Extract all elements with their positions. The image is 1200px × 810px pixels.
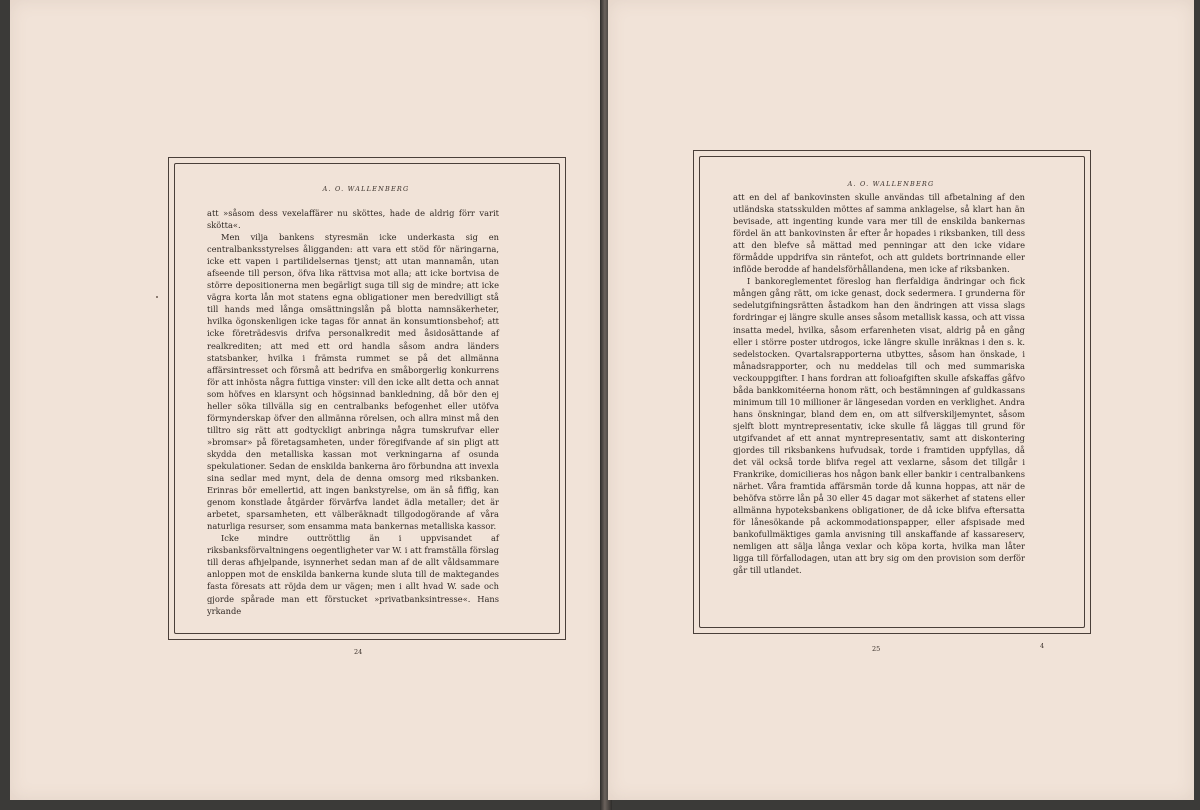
left-running-header: A. O. WALLENBERG	[322, 185, 410, 193]
signature-mark: 4	[1040, 642, 1045, 650]
left-body-text	[207, 207, 499, 617]
left-paragraph-2: Men vilja bankens styresmän icke underkasta sig en centralbanksstyrelses åligganden: att vara ett stöd för näringarna, icke ett vapen i partilidelsernas tjenst; att utan mannamån, utan afseende till person, öfva lika rättvisa mot alla; att icke bortvisa de större depositionerna men begärligt suga till sig de mindre; att icke vägra korta lån mot statens egna obligationer men beredvilligt stå till hands med långa omsättningslån på blotta namnsäkerheter, hvilka ögonskenligen icke tagas för annat än konsumtionsbehof; att icke företrädesvis drifva personalkredit med åsidosättande af realkrediten; att med ett ord handla såsom andra länders statsbanker, hvilka i främsta rummet se på det allmänna affärsintresset och försmå att bedrifva en småborgerlig konkurrens för att inhösta några futtiga vinster: vill den icke allt detta och annat som höfves en klarsynt och högsinnad bankledning, då bör den ej heller söka tillvälla sig en centralbanks befogenhet eller utöfva förmynderskap öfver den allmänna rörelsen, och allra minst må den tilltro sig rätt att godtyckligt anbringa några tumskrufvar eller »bromsar» på företagsamheten, under föregifvande af sin pligt att skydda den metalliska kassan mot verkningarna af osunda spekulationer. Sedan de enskilda bankerna äro förbundna att invexla sina sedlar med mynt, dela de denna omsorg med riksbanken. Erinras bör emellertid, att ingen bankstyrelse, om än så fiffig, kan genom konstlade åtgärder förvärfva landet ädla metaller; det är arbetet, sparsamheten, ett välberäknadt tillgodogörande af våra naturliga resurser, som ensamma mata bankernas metalliska kassor.	[207, 232, 499, 532]
left-paragraph-1: att »såsom dess vexelaffärer nu sköttes, hade de aldrig förr varit skötta«.	[207, 208, 499, 231]
right-page-number: 25	[872, 645, 881, 653]
right-page	[608, 0, 1194, 800]
right-paragraph-1: att en del af bankovinsten skulle användas till afbetalning af den utländska statsskulden möttes af samma anklagelse, så klart han än bevisade, att ingenting kunde vara mer till de enskilda bankernas fördel än att bankovinsten år efter år hopades i riksbanken, till dess att den blefve så mättad med penningar att den icke vidare förmådde uppdrifva sin räntefot, och att guldets bortrinnande eller inflöde berodde af handelsförhållandena, men icke af riksbanken.	[733, 192, 1025, 275]
right-paragraph-2: I bankoreglementet föreslog han flerfaldiga ändringar och fick mången gång rätt, om icke genast, dock sedermera. I grunderna för sedelutgifningsrätten åstadkom han den ändringen att vissa slags fordringar ej längre skulle anses såsom metallisk kassa, och att vissa insatta medel, hvilka, såsom erfarenheten visat, aldrig på en gång eller i större poster utdrogos, icke längre skulle inräknas i den s. k. sedelstocken. Qvartalsrapporterna utbyttes, såsom han önskade, i månadsrapporter, och nu meddelas till och med summariska veckouppgifter. I hans fordran att folioafgiften skulle afskaffas gåfvo båda bankkomitéerna honom rätt, och bestämningen af guldkassans minimum till 10 millioner är längesedan vorden en verklighet. Andra hans önskningar, bland dem en, om att silfverskiljemyntet, såsom sjelft blott myntrepresentativ, icke skulle få läggas till grund för utgifvandet af ett annat myntrepresentativ, samt att diskontering gjordes till riksbankens hufvudsak, torde i framtiden uppfyllas, då det väl också torde blifva regel att vexlarne, såsom det tillgår i Frankrike, domicilieras hos någon bank eller bankir i centralbankens närhet. Våra framtida affärsmän torde då kunna hoppas, att när de behöfva större lån på 30 eller 45 dagar mot säkerhet af statens eller allmänna hypoteksbankens obligationer, de då icke blifva eftersatta för lånesökande på ackommodationspapper, eller afspisade med bankofullmäktiges gamla anvisning till anskaffande af kassareserv, nemligen att sälja långa vexlar och köpa korta, hvilka man låter ligga till förfallodagen, utan att bry sig om den provision som derför går till utlandet.	[733, 276, 1025, 576]
left-page-number: 24	[354, 648, 363, 656]
right-running-header: A. O. WALLENBERG	[847, 180, 935, 188]
left-paragraph-3: Icke mindre outtröttlig än i uppvisandet af riksbanksförvaltningens oegentligheter var W. i att framställa förslag till deras afhjelpande, isynnerhet sedan man af de allt våldsammare anloppen mot de enskilda bankerna kunde sluta till de maktegandes fasta föresats att röjda dem ur vägen; men i allt hvad W. sade och gjorde spårade man ett förstucket »privatbanksintresse«. Hans yrkande	[207, 533, 499, 616]
left-page	[10, 0, 604, 800]
right-body-text	[733, 191, 1025, 577]
paper-spot	[156, 296, 158, 298]
